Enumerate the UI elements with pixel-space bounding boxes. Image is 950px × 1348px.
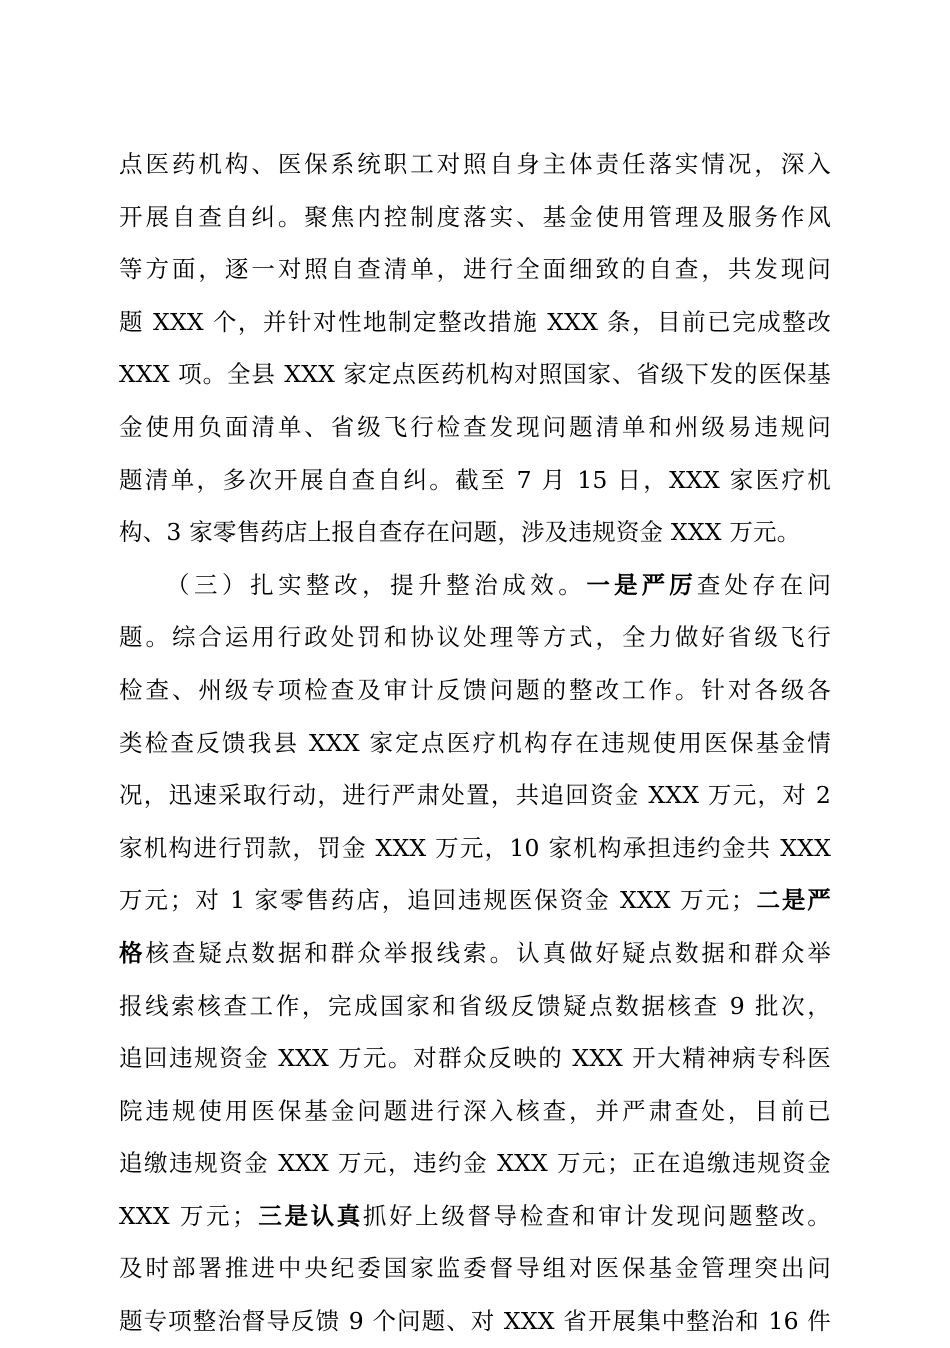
body-span: 万元；对 1 家零售药店，追回违规医保资金 XXX 万元； [119, 886, 755, 915]
body-span: 家机构进行罚款，罚金 XXX 万元，10 家机构承担违约金共 XXX [119, 833, 831, 862]
body-span: 追缴违规资金 XXX 万元，违约金 XXX 万元；正在追缴违规资金 [119, 1149, 831, 1178]
body-span: 核查疑点数据和群众举报线索。认真做好疑点数据和群众举 [145, 938, 831, 967]
emphasis-phrase: 格 [119, 938, 146, 967]
section-heading-line [119, 559, 831, 612]
body-span: 查处存在问 [696, 570, 831, 599]
paragraph-line [119, 874, 831, 927]
section-title: （三）扎实整改，提升整治成效。 [166, 570, 587, 599]
body-span: XXX 万元； [119, 1201, 256, 1230]
paragraph-line [119, 822, 831, 875]
paragraph-line [119, 1295, 831, 1348]
paragraph-line [119, 717, 831, 770]
body-span: 题专项整治督导反馈 9 个问题、对 XXX 省开展集中整治和 16 件 [119, 1307, 831, 1336]
body-span: 类检查反馈我县 XXX 家定点医疗机构存在违规使用医保基金情 [119, 728, 831, 757]
emphasis-phrase: 一是严厉 [586, 570, 697, 599]
body-text [119, 138, 831, 1348]
body-span: 抓好上级督导检查和审计发现问题整改。 [362, 1201, 831, 1230]
paragraph-line [119, 1190, 831, 1243]
paragraph-line [119, 664, 831, 717]
paragraph-line [119, 927, 831, 980]
paragraph-line [119, 611, 831, 664]
body-span: 况，迅速采取行动，进行严肃处置，共追回资金 XXX 万元，对 2 [119, 781, 831, 810]
body-span: 开展自查自纠。聚焦内控制度落实、基金使用管理及服务作风 [119, 202, 831, 231]
body-span: 题清单，多次开展自查自纠。截至 7 月 15 日，XXX 家医疗机 [119, 465, 831, 494]
paragraph-line [119, 769, 831, 822]
paragraph-line [119, 401, 831, 454]
paragraph-line [119, 1242, 831, 1295]
paragraph-line [119, 1085, 831, 1138]
body-span: XXX 项。全县 XXX 家定点医药机构对照国家、省级下发的医保基 [119, 360, 831, 389]
paragraph-line [119, 138, 831, 191]
body-span: 题。综合运用行政处罚和协议处理等方式，全力做好省级飞行 [119, 623, 831, 652]
body-span: 院违规使用医保基金问题进行深入核查，并严肃查处，目前已 [119, 1096, 831, 1125]
paragraph-line [119, 348, 831, 401]
body-span: 金使用负面清单、省级飞行检查发现问题清单和州级易违规问 [119, 412, 831, 441]
paragraph-line [119, 454, 831, 507]
paragraph-line [119, 296, 831, 349]
paragraph-line [119, 980, 831, 1033]
paragraph-line [119, 243, 831, 296]
body-span: 报线索核查工作，完成国家和省级反馈疑点数据核查 9 批次， [119, 991, 831, 1020]
body-span: 追回违规资金 XXX 万元。对群众反映的 XXX 开大精神病专科医 [119, 1044, 831, 1073]
paragraph-line [119, 1137, 831, 1190]
paragraph-line [119, 191, 831, 244]
paragraph-line [119, 1032, 831, 1085]
paragraph-line [119, 506, 831, 559]
body-span: 点医药机构、医保系统职工对照自身主体责任落实情况，深入 [119, 150, 831, 178]
emphasis-phrase: 三是认真 [255, 1201, 363, 1230]
body-span: 及时部署推进中央纪委国家监委督导组对医保基金管理突出问 [119, 1254, 831, 1283]
body-span: 题 XXX 个，并针对性地制定整改措施 XXX 条，目前已完成整改 [119, 307, 831, 336]
emphasis-phrase: 二是严 [754, 886, 831, 915]
body-span: 等方面，逐一对照自查清单，进行全面细致的自查，共发现问 [119, 255, 831, 284]
body-span: 检查、州级专项检查及审计反馈问题的整改工作。针对各级各 [119, 675, 831, 704]
body-span: 构、3 家零售药店上报自查存在问题，涉及违规资金 XXX 万元。 [119, 518, 801, 547]
